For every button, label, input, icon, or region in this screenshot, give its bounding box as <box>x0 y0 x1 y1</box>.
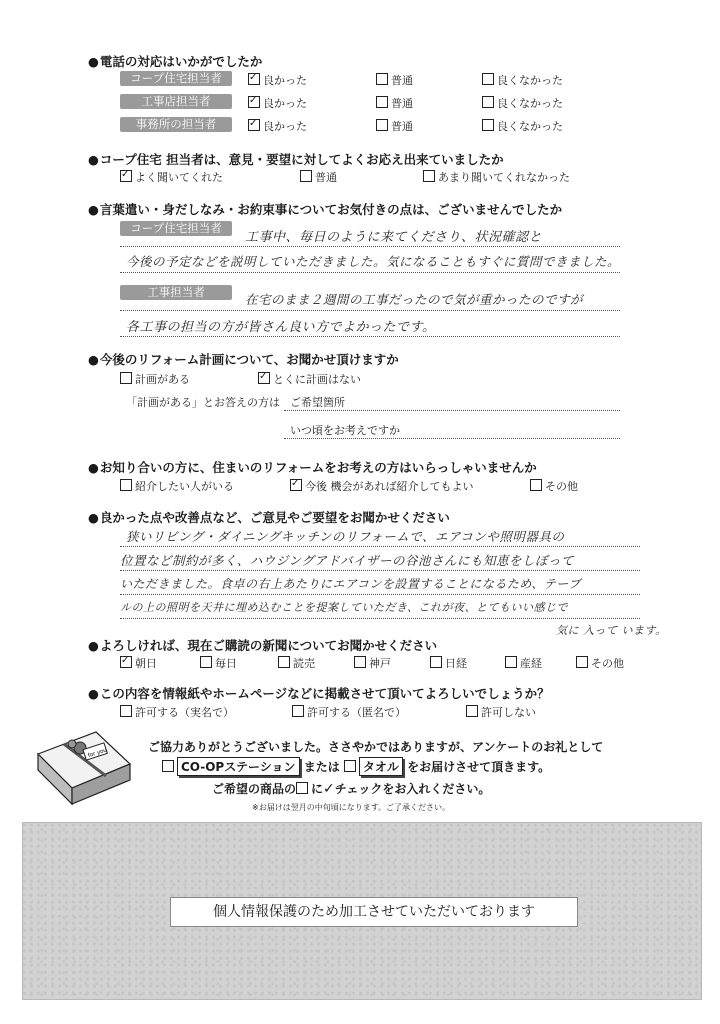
q2-option-not-listened[interactable]: あまり聞いてくれなかった <box>423 169 570 185</box>
answer-line <box>120 618 640 619</box>
answer-line <box>120 594 640 595</box>
q1-row1-good[interactable]: ✓ 良かった <box>248 72 307 88</box>
q5-option-maybe[interactable]: ✓ 今後 機会があれば紹介してもよい <box>290 478 474 494</box>
q5-option-other[interactable]: その他 <box>530 478 578 494</box>
q2-option-listened[interactable]: ✓よく聞いてくれた <box>120 169 223 185</box>
q4-followup: 「計画がある」とお答えの方は <box>126 396 280 409</box>
q8-option-real-name[interactable]: 許可する（実名で） <box>120 704 234 720</box>
checkbox[interactable] <box>530 479 542 491</box>
q6-comment-line3: いただきました。食卓の右上あたりにエアコンを設置することになるため、テーブ <box>120 577 581 591</box>
checkbox[interactable] <box>376 73 388 85</box>
checkbox[interactable] <box>300 170 312 182</box>
q4-title: ● 今後のリフォーム計画について、お聞かせ頂けますか <box>88 350 399 368</box>
q5-title: ● お知り合いの方に、住まいのリフォームをお考えの方はいらっしゃいませんか <box>88 458 537 476</box>
q1-row2-label: 工事店担当者 <box>120 94 232 109</box>
q7-option-mainichi[interactable]: 毎日 <box>200 655 237 671</box>
closing-instruction: ご希望の商品の に✓チェックをお入れください。 <box>212 781 491 797</box>
q7-option-nikkei[interactable]: 日経 <box>430 655 467 671</box>
example-box <box>296 782 308 794</box>
q6-comment-line2: 位置など制約が多く、ハウジングアドバイザーの谷池さんにも知恵をしぼって <box>120 553 574 568</box>
answer-line <box>120 570 640 571</box>
checkbox[interactable] <box>200 656 212 668</box>
q2-title: ● コープ住宅 担当者は、意見・要望に対してよくお応え出来ていましたか <box>88 150 504 168</box>
q8-option-anonymous[interactable]: 許可する（匿名で） <box>292 704 406 720</box>
q1-row2-normal[interactable]: 普通 <box>376 95 413 111</box>
q7-title: ● よろしければ、現在ご購読の新聞についてお聞かせください <box>88 636 437 654</box>
checkbox[interactable] <box>120 705 132 717</box>
q1-title: ● 電話の対応はいかがでしたか <box>88 52 262 70</box>
q3-coop-label: コープ住宅担当者 <box>120 221 232 236</box>
checkbox[interactable] <box>248 73 260 85</box>
answer-line <box>120 546 640 547</box>
checkbox[interactable] <box>248 96 260 108</box>
checkbox[interactable] <box>258 372 270 384</box>
q1-row3-label: 事務所の担当者 <box>120 117 232 132</box>
q8-option-deny[interactable]: 許可しない <box>466 704 536 720</box>
q6-comment-line4: ルの上の照明を天井に埋め込むことを提案していただき、これが夜、とてもいい感じで <box>120 601 569 614</box>
q3-coop-comment-line2: 今後の予定などを説明していただきました。気になることもすぐに質問できました。 <box>126 254 621 269</box>
q3-coop-comment-line1: 工事中、毎日のように来てくださり、状況確認と <box>245 230 543 245</box>
checkbox[interactable] <box>576 656 588 668</box>
q1-row1-normal[interactable]: 普通 <box>376 72 413 88</box>
q4-place-field[interactable] <box>284 410 620 411</box>
checkbox[interactable] <box>290 479 302 491</box>
privacy-notice: 個人情報保護のため加工させていただいております <box>170 897 578 927</box>
q4-option-no-plan[interactable]: ✓ とくに計画はない <box>258 371 361 387</box>
answer-line <box>120 336 620 337</box>
q3-contractor-label: 工事担当者 <box>120 285 232 300</box>
q7-option-other[interactable]: その他 <box>576 655 624 671</box>
q7-option-sankei[interactable]: 産経 <box>505 655 542 671</box>
delivery-note: ※お届けは翌月の中旬頃になります。ご了承ください。 <box>252 803 451 812</box>
towel-label: タオル <box>359 757 403 776</box>
delivery-text: をお届けさせて頂きます。 <box>407 760 551 774</box>
coop-station-checkbox[interactable] <box>162 760 174 772</box>
q4-when-label: いつ頃をお考えですか <box>290 424 400 437</box>
q6-comment-line5: 気に 入って います。 <box>556 624 667 637</box>
q1-row3-bad[interactable]: 良くなかった <box>482 118 563 134</box>
or-label: または <box>303 760 340 774</box>
check-mark-icon: ✓ <box>323 781 335 797</box>
answer-line <box>120 272 620 273</box>
q7-option-asahi[interactable]: ✓朝日 <box>120 655 157 671</box>
q6-comment-line1: 狭いリビング・ダイニングキッチンのリフォームで、エアコンや照明器具の <box>126 529 565 544</box>
checkbox[interactable] <box>120 372 132 384</box>
q3-contractor-comment-line1: 在宅のまま２週間の工事だったので気が重かったのですが <box>245 292 584 307</box>
towel-checkbox[interactable] <box>344 760 356 772</box>
q8-title: ● この内容を情報紙やホームページなどに掲載させて頂いてよろしいでしょうか？ <box>88 684 550 702</box>
q1-row1-label: コープ住宅担当者 <box>120 71 232 86</box>
q1-row2-bad[interactable]: 良くなかった <box>482 95 563 111</box>
checkbox[interactable] <box>376 96 388 108</box>
checkbox[interactable] <box>376 119 388 131</box>
q1-row2-good[interactable]: ✓ 良かった <box>248 95 307 111</box>
checkbox[interactable] <box>248 119 260 131</box>
checkbox[interactable] <box>430 656 442 668</box>
q4-place-label: ご希望箇所 <box>290 396 345 409</box>
closing-product-line <box>162 757 550 776</box>
q1-row3-normal[interactable]: 普通 <box>376 118 413 134</box>
checkbox[interactable] <box>120 656 132 668</box>
checkbox[interactable] <box>482 73 494 85</box>
q1-row3-good[interactable]: ✓ 良かった <box>248 118 307 134</box>
answer-line <box>120 246 620 247</box>
q3-contractor-comment-line2: 各工事の担当の方が皆さん良い方でよかったです。 <box>126 320 436 335</box>
gift-box-icon <box>34 724 134 810</box>
q7-option-kobe[interactable]: 神戸 <box>354 655 391 671</box>
checkbox[interactable] <box>120 479 132 491</box>
checkbox[interactable] <box>482 119 494 131</box>
q4-when-field[interactable] <box>284 438 620 439</box>
gift-tag-text: for you <box>87 747 108 760</box>
q5-option-introduce[interactable]: 紹介したい人がいる <box>120 478 234 494</box>
checkbox[interactable] <box>278 656 290 668</box>
q7-option-yomiuri[interactable]: 読売 <box>278 655 315 671</box>
checkbox[interactable] <box>466 705 478 717</box>
q3-title: ● 言葉遣い・身だしなみ・お約束事についてお気付きの点は、ございませんでしたか <box>88 200 562 218</box>
checkbox[interactable] <box>354 656 366 668</box>
answer-line <box>120 310 620 311</box>
q2-option-normal[interactable]: 普通 <box>300 169 337 185</box>
checkbox[interactable] <box>292 705 304 717</box>
closing-thanks: ご協力ありがとうございました。ささやかではありますが、アンケートのお礼として <box>148 740 604 754</box>
q6-title: ● 良かった点や改善点など、ご意見やご要望をお聞かせください <box>88 508 450 526</box>
checkbox[interactable] <box>423 170 435 182</box>
q4-option-plan[interactable]: 計画がある <box>120 371 190 387</box>
coop-station-label: CO-OPステーション <box>177 757 300 776</box>
q1-row1-bad[interactable]: 良くなかった <box>482 72 563 88</box>
checkbox[interactable] <box>505 656 517 668</box>
checkbox[interactable] <box>482 96 494 108</box>
checkbox[interactable] <box>120 170 132 182</box>
